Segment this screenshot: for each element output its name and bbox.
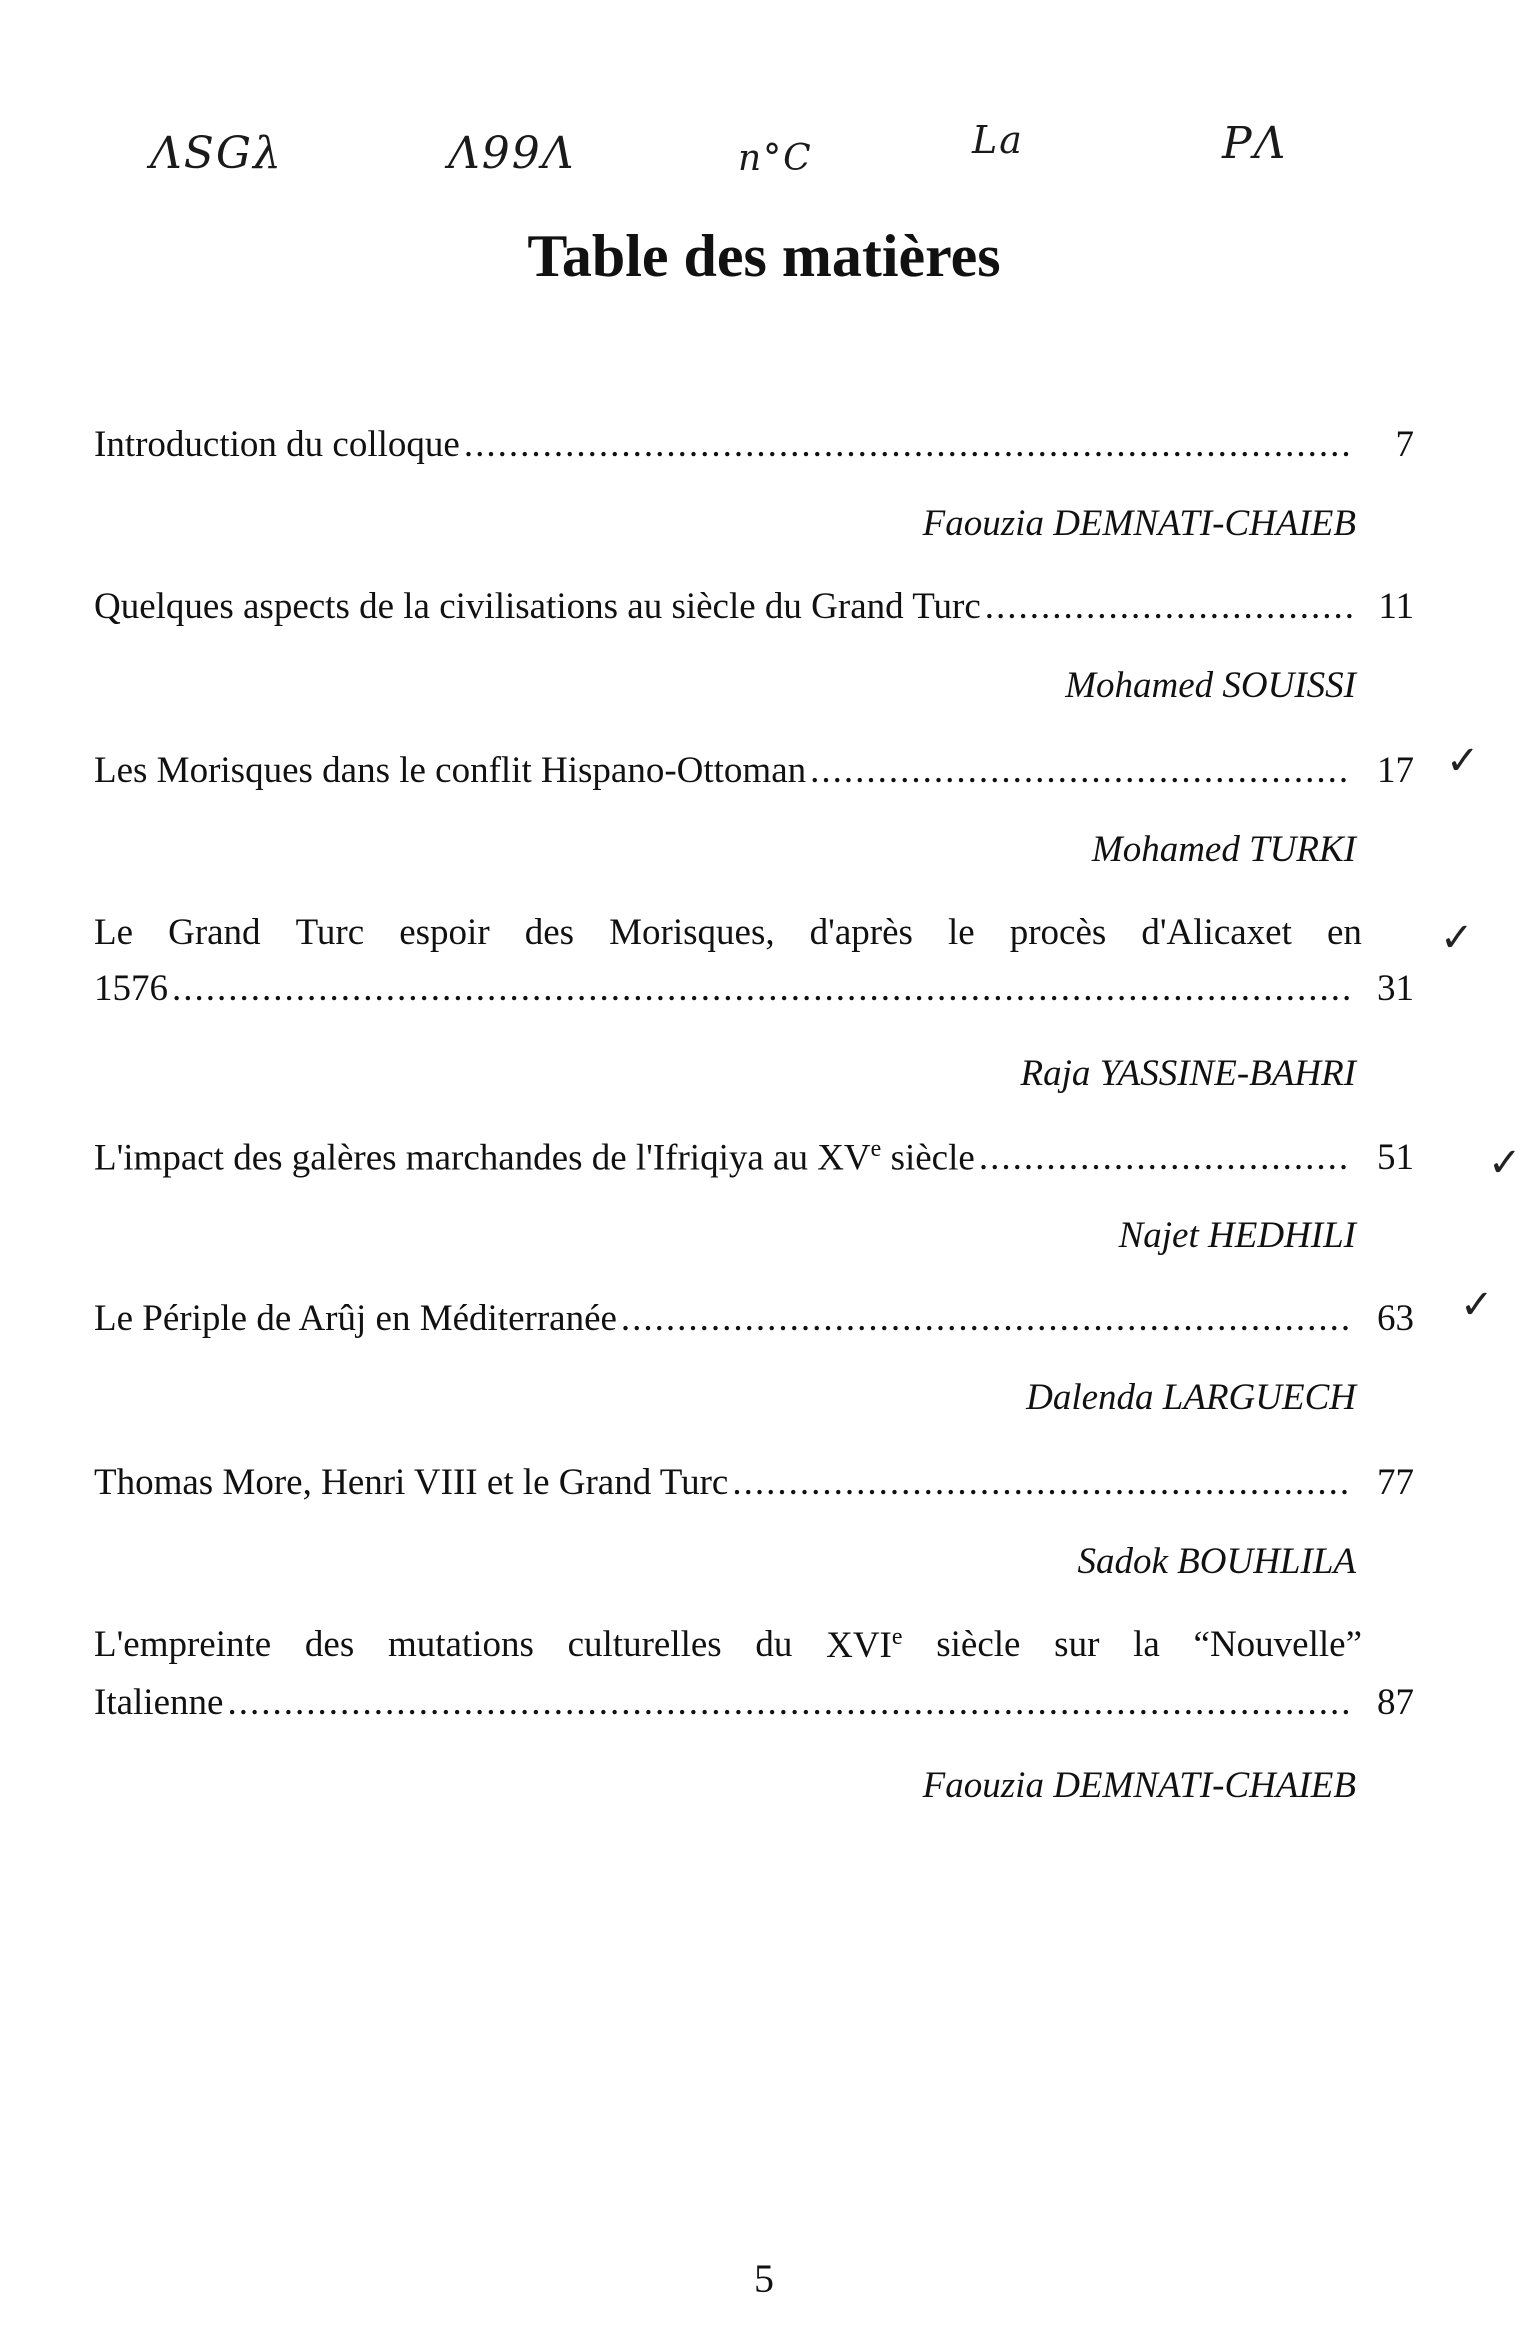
superscript: e [891, 1624, 903, 1650]
dot-leader [985, 584, 1352, 630]
entry-page: 31 [1377, 968, 1414, 1010]
entry-title: Thomas More, Henri VIII et le Grand Turc [94, 1462, 729, 1503]
entry-page: 17 [1377, 750, 1414, 791]
page-title: Table des matières [527, 223, 1001, 289]
entry-title-line1: Le Grand Turc espoir des Morisques, d'après le procès d'Alicaxet en [94, 912, 1362, 953]
check-mark-icon: ✓ [1446, 738, 1480, 784]
check-mark-icon: ✓ [1460, 1282, 1494, 1328]
entry-page: 11 [1378, 586, 1414, 627]
entry-title-line2: Italienne [94, 1681, 224, 1723]
toc-entry [94, 422, 1414, 468]
entry-page: 63 [1377, 1298, 1414, 1339]
page-number: 5 [754, 2256, 774, 2301]
entry-title: Introduction du colloque [94, 424, 460, 465]
entry-page: 7 [1395, 424, 1414, 465]
entry-author: Sadok BOUHLILA [1077, 1541, 1356, 1582]
toc-entry [94, 1460, 1414, 1506]
entry-author: Najet HEDHILI [1118, 1215, 1356, 1256]
entry-page: 77 [1377, 1462, 1414, 1503]
dot-leader [172, 966, 1352, 1012]
entry-title: Le Périple de Arûj en Méditerranée [94, 1298, 617, 1339]
dot-leader [732, 1460, 1352, 1506]
handwritten-note-4: La [972, 118, 1024, 162]
handwritten-note-5: PΛ [1222, 118, 1288, 169]
toc-entry [94, 748, 1414, 794]
entry-title: Les Morisques dans le conflit Hispano-Ottoman [94, 750, 807, 791]
toc-entry [94, 1134, 1414, 1182]
toc-entry [94, 1622, 1414, 1726]
dot-leader [464, 422, 1352, 468]
entry-author: Mohamed TURKI [1091, 829, 1356, 870]
superscript: e [870, 1136, 882, 1162]
handwritten-note-2: Λ99Λ [448, 128, 576, 179]
check-mark-icon: ✓ [1440, 915, 1474, 961]
dot-leader [227, 1680, 1352, 1726]
handwritten-note-1: ΛSGλ [150, 128, 283, 179]
entry-author: Dalenda LARGUECH [1026, 1377, 1356, 1418]
entry-title: L'impact des galères marchandes de l'Ifriqiya au XVe siècle [94, 1136, 975, 1179]
dot-leader [810, 748, 1352, 794]
dot-leader [979, 1135, 1352, 1181]
toc-entry [94, 910, 1414, 1013]
check-mark-icon: ✓ [1488, 1140, 1522, 1186]
entry-page: 87 [1377, 1681, 1414, 1723]
handwritten-note-3: n°C [738, 138, 813, 179]
entry-author: Faouzia DEMNATI-CHAIEB [922, 503, 1356, 544]
entry-page: 51 [1377, 1137, 1414, 1179]
dot-leader [621, 1296, 1352, 1342]
entry-author: Faouzia DEMNATI-CHAIEB [922, 1765, 1356, 1806]
entry-title-line2: 1576 [94, 968, 168, 1010]
entry-author: Raja YASSINE-BAHRI [1020, 1053, 1356, 1094]
entry-title-line1: L'empreinte des mutations culturelles du XVIe siècle sur la “Nouvelle” [94, 1624, 1362, 1667]
toc-entry [94, 1296, 1414, 1342]
entry-title: Quelques aspects de la civilisations au siècle du Grand Turc [94, 586, 981, 627]
toc-entry [94, 584, 1414, 630]
entry-author: Mohamed SOUISSI [1065, 665, 1356, 706]
